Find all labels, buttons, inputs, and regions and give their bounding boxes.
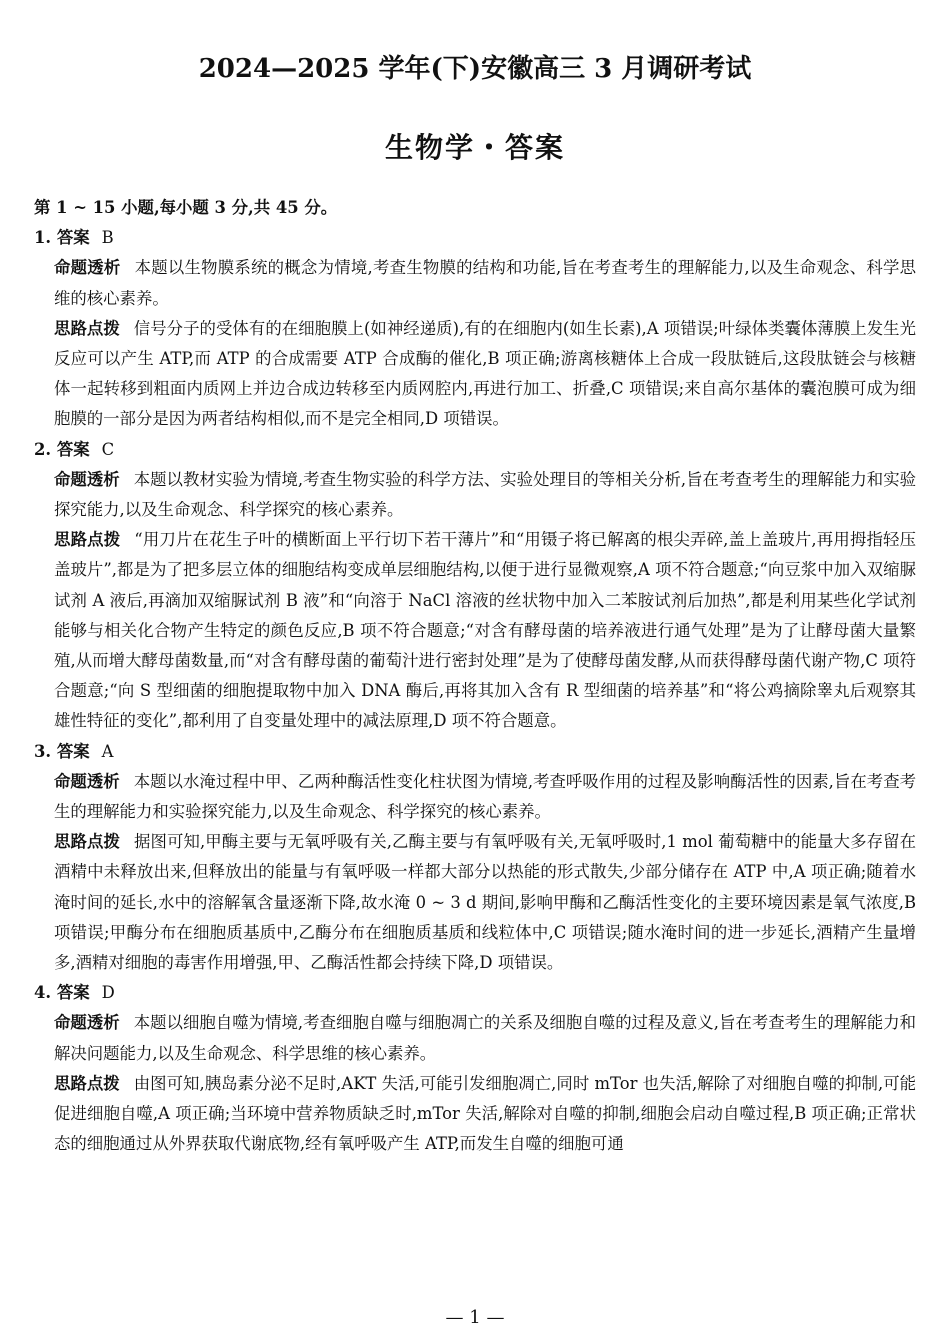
answer-content — [34, 193, 916, 1160]
question-3 — [34, 737, 916, 979]
intent-label: 命题透析 — [54, 258, 121, 278]
question-number: 1. — [34, 228, 52, 248]
analysis-label: 思路点拨 — [54, 1073, 120, 1093]
answer-line — [34, 978, 916, 1008]
question-number: 4. — [34, 983, 52, 1003]
analysis-paragraph — [54, 1069, 916, 1160]
intent-paragraph — [54, 1008, 916, 1068]
analysis-text: “用刀片在花生子叶的横断面上平行切下若干薄片”和“用镊子将已解离的根尖弄碎,盖上盖玻片,再用拇指轻压盖玻片”,都是为了把多层立体的细胞结构变成单层细胞结构,以便于进行显微观察,A 项不符合题意;“向豆浆中加入双缩脲试剂 A 液后,再滴加双缩脲试剂 B 液”和“向溶于 NaCl 溶液的丝状物中加入二苯胺试剂后加热”,都是利用某些化学试剂能够与相关化合物产生特定的颜色反应,B 项不符合题意;“对含有酵母菌的培养液进行通气处理”是为了让酵母菌大量繁殖,从而增大酵母菌数量,而“对含有酵母菌的葡萄汁进行密封处理”是为了使酵母菌发酵,从而获得酵母菌代谢产物,C 项符合题意;“向 S 型细菌的细胞提取物中加入 DNA 酶后,再将其加入含有 R 型细菌的培养基”和“将公鸡摘除睾丸后观察其雄性特征的变化”,都利用了自变量处理中的减法原理,D 项不符合题意。 — [54, 530, 916, 731]
question-4 — [34, 978, 916, 1159]
intent-text: 本题以水淹过程中甲、乙两种酶活性变化柱状图为情境,考查呼吸作用的过程及影响酶活性的因素,旨在考查考生的理解能力和实验探究能力,以及生命观念、科学探究的核心素养。 — [54, 771, 917, 822]
intent-paragraph — [54, 767, 916, 827]
intent-label: 命题透析 — [54, 771, 120, 791]
answer-label: 答案 — [56, 741, 90, 761]
analysis-text: 据图可知,甲酶主要与无氧呼吸有关,乙酶主要与有氧呼吸有关,无氧呼吸时,1 mol 葡萄糖中的能量大多存留在酒精中未释放出来,但释放出的能量与有氧呼吸一样都大部分以热能的形式散失,少部分储存在 ATP 中,A 项正确;随着水淹时间的延长,水中的溶解氧含量逐渐下降,故水淹 0 ~ 3 d 期间,影响甲酶和乙酶活性变化的主要环境因素是氧气浓度,B 项错误;甲酶分布在细胞质基质中,乙酶分布在细胞质基质和线粒体中,C 项错误;随水淹时间的进一步延长,酒精产生量增多,酒精对细胞的毒害作用增强,甲、乙酶活性都会持续下降,D 项错误。 — [54, 832, 917, 973]
analysis-paragraph — [54, 827, 916, 978]
answer-line — [34, 223, 916, 253]
analysis-label: 思路点拨 — [54, 530, 121, 550]
answer-label: 答案 — [56, 983, 90, 1003]
page-subtitle: 生物学・答案 — [384, 131, 565, 164]
analysis-label: 思路点拨 — [54, 318, 120, 338]
answer-label: 答案 — [56, 228, 90, 248]
answer-letter: A — [101, 741, 114, 761]
intent-text: 本题以教材实验为情境,考查生物实验的科学方法、实验处理目的等相关分析,旨在考查考生的理解能力和实验探究能力,以及生命观念、科学探究的核心素养。 — [54, 469, 917, 520]
answer-label: 答案 — [56, 439, 90, 459]
intent-label: 命题透析 — [54, 469, 120, 489]
answer-letter: D — [101, 983, 115, 1003]
answer-line — [34, 435, 916, 465]
intent-paragraph — [54, 465, 916, 525]
question-number: 2. — [34, 439, 52, 459]
answer-line — [34, 737, 916, 767]
page-title: 2024—2025 学年(下)安徽高三 3 月调研考试 — [198, 54, 752, 84]
answer-letter: C — [101, 439, 115, 459]
intent-text: 本题以细胞自噬为情境,考查细胞自噬与细胞凋亡的关系及细胞自噬的过程及意义,旨在考查考生的理解能力和解决问题能力,以及生命观念、科学思维的核心素养。 — [54, 1013, 917, 1063]
analysis-label: 思路点拨 — [54, 832, 120, 852]
page-number: — 1 — — [445, 1307, 505, 1328]
analysis-text: 信号分子的受体有的在细胞膜上(如神经递质),有的在细胞内(如生长素),A 项错误;叶绿体类囊体薄膜上发生光反应可以产生 ATP,而 ATP 的合成需要 ATP 合成酶的催化,B 项正确;游离核糖体上合成一段肽链后,这段肽链会与核糖体一起转移到粗面内质网上并边合成边转移至内质网腔内,再进行加工、折叠,C 项错误;来自高尔基体的囊泡膜可成为细胞膜的一部分是因为两者结构相似,而不是完全相同,D 项错误。 — [54, 318, 917, 429]
section-intro: 第 1 ~ 15 小题,每小题 3 分,共 45 分。 — [34, 198, 338, 217]
analysis-text: 由图可知,胰岛素分泌不足时,AKT 失活,可能引发细胞凋亡,同时 mTor 也失活,解除了对细胞自噬的抑制,可能促进细胞自噬,A 项正确;当环境中营养物质缺乏时,mTor 失活,解除对自噬的抑制,细胞会启动自噬过程,B 项正确;正常状态的细胞通过从外界获取代谢底物,经有氧呼吸产生 ATP,而发生自噬的细胞可通 — [54, 1073, 917, 1154]
question-2 — [34, 435, 916, 737]
analysis-paragraph — [54, 314, 916, 435]
intent-paragraph — [54, 253, 916, 313]
question-number: 3. — [34, 741, 52, 761]
question-1 — [34, 223, 916, 434]
intent-label: 命题透析 — [54, 1013, 120, 1033]
answer-letter: B — [101, 228, 114, 248]
analysis-paragraph — [54, 525, 916, 736]
intent-text: 本题以生物膜系统的概念为情境,考查生物膜的结构和功能,旨在考查考生的理解能力,以及生命观念、科学思维的核心素养。 — [54, 258, 917, 308]
